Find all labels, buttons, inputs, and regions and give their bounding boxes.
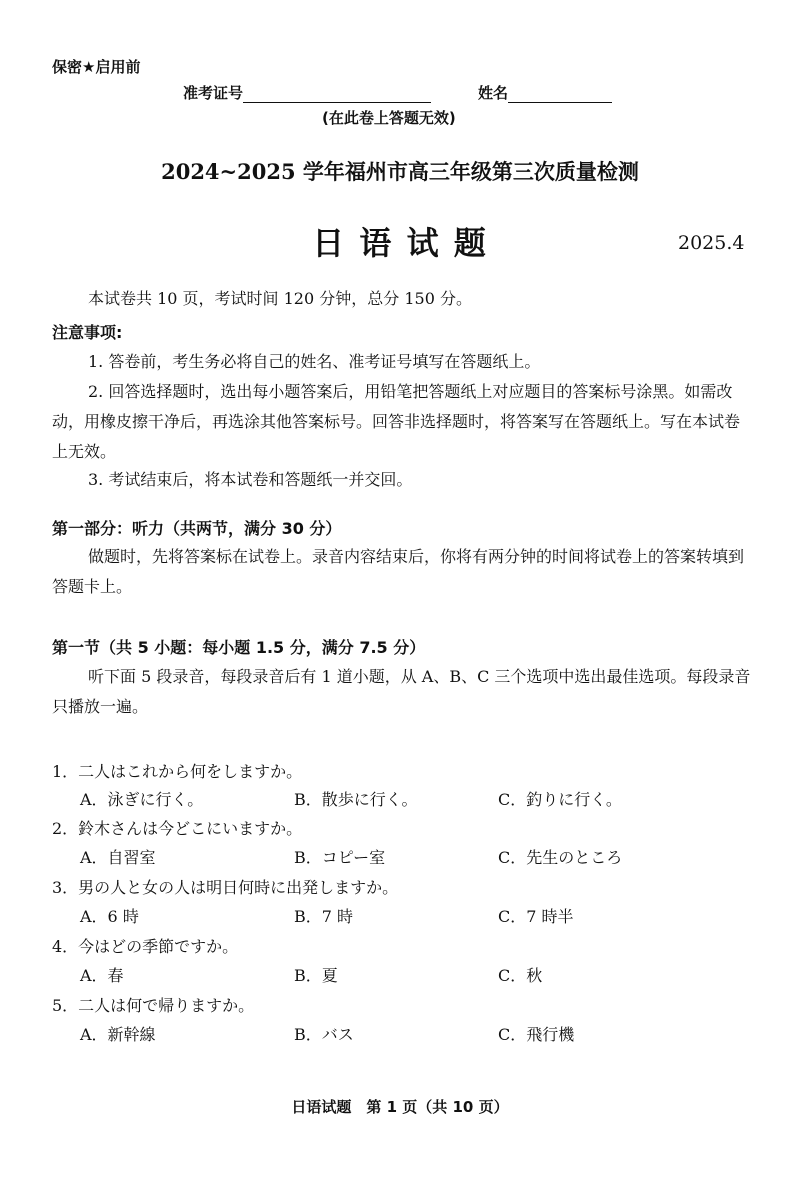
option-b: B．バス — [294, 1025, 354, 1044]
exam-date: 2025.4 — [678, 232, 745, 254]
section1-heading: 第一节（共 5 小题：每小题 1.5 分，满分 7.5 分） — [52, 638, 426, 657]
secret-label: 保密★启用前 — [52, 58, 141, 76]
part1-instruction: 做题时，先将答案标在试卷上。录音内容结束后，你将有两分钟的时间将试卷上的答案转填到答题卡上。 — [52, 547, 745, 596]
option-b: B．散歩に行く。 — [294, 790, 418, 809]
notice-item: 3. 考试结束后，将本试卷和答题纸一并交回。 — [88, 470, 413, 489]
name-field — [478, 82, 612, 103]
option-c: C．先生のところ — [498, 848, 623, 867]
option-c: C．7 時半 — [498, 907, 574, 926]
page-footer: 日语试题 第 1 页（共 10 页） — [291, 1098, 509, 1116]
exam-number-label: 准考证号 — [183, 84, 244, 102]
question-5: 5．二人は何で帰りますか。 — [52, 996, 255, 1015]
option-a: A．新幹線 — [80, 1025, 156, 1044]
name-line — [508, 88, 612, 103]
name-label: 姓名 — [478, 84, 509, 102]
option-b: B．夏 — [294, 966, 338, 985]
exam-title: 2024~2025 学年福州市高三年级第三次质量检测 — [161, 159, 639, 184]
section1-instruction: 听下面 5 段录音，每段录音后有 1 道小题，从 A、B、C 三个选项中选出最佳选项。每段录音只播放一遍。 — [52, 667, 751, 716]
question-2: 2．鈴木さんは今どこにいますか。 — [52, 819, 303, 838]
exam-number-line — [243, 88, 431, 103]
option-b: B．7 時 — [294, 907, 354, 926]
exam-number-field — [183, 82, 431, 103]
notice-item: 1. 答卷前，考生务必将自己的姓名、准考证号填写在答题纸上。 — [88, 352, 541, 371]
option-c: C．飛行機 — [498, 1025, 575, 1044]
subject-title: 日 语 试 题 — [312, 224, 488, 262]
invalid-note: (在此卷上答题无效) — [322, 109, 456, 127]
intro-text: 本试卷共 10 页，考试时间 120 分钟，总分 150 分。 — [88, 289, 472, 308]
option-c: C．秋 — [498, 966, 543, 985]
question-3: 3．男の人と女の人は明日何時に出発しますか。 — [52, 878, 399, 897]
question-1: 1．二人はこれから何をしますか。 — [52, 762, 303, 781]
option-a: A．春 — [80, 966, 124, 985]
option-b: B．コピー室 — [294, 848, 386, 867]
option-a: A．6 時 — [80, 907, 139, 926]
part1-heading: 第一部分：听力（共两节，满分 30 分） — [52, 519, 342, 538]
option-a: A．自習室 — [80, 848, 156, 867]
option-a: A．泳ぎに行く。 — [80, 790, 204, 809]
notice-item: 2. 回答选择题时，选出每小题答案后，用铅笔把答题纸上对应题目的答案标号涂黑。如需改动，用橡皮擦干净后，再选涂其他答案标号。回答非选择题时，将答案写在答题纸上。写在本试卷上无效。 — [52, 382, 741, 461]
notice-heading: 注意事项: — [52, 323, 123, 342]
question-4: 4．今はどの季節ですか。 — [52, 937, 239, 956]
option-c: C．釣りに行く。 — [498, 790, 622, 809]
